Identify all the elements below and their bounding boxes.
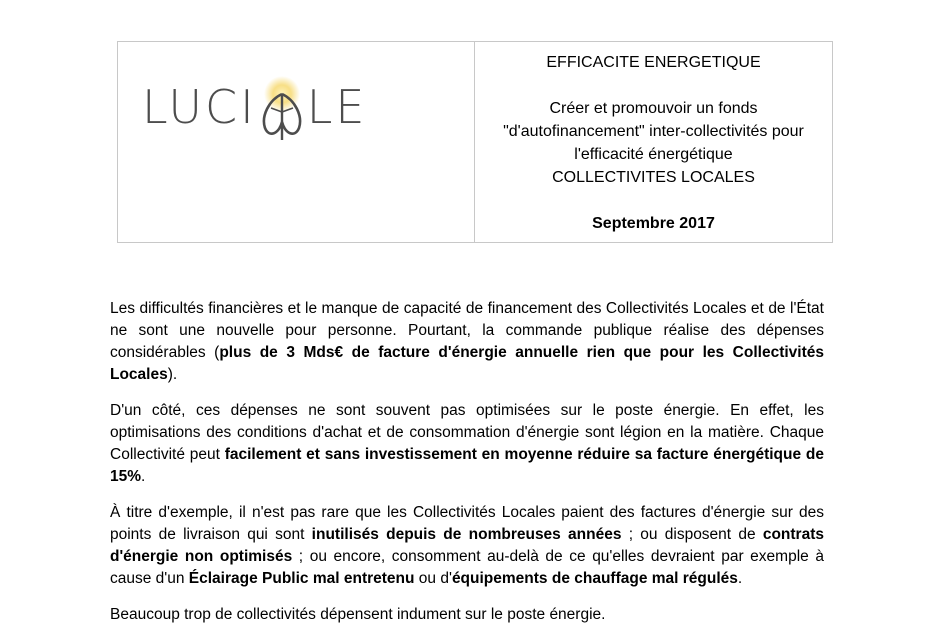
logo-cell xyxy=(118,42,475,242)
paragraph-text: . xyxy=(737,570,743,587)
document-title: EFFICACITE ENERGETIQUE xyxy=(546,54,761,71)
subtitle-line-2: "d'autofinancement" inter-collectivités pour xyxy=(503,123,804,140)
document-body xyxy=(110,298,824,640)
info-cell xyxy=(475,42,832,242)
subtitle-line-3: l'efficacité énergétique xyxy=(574,146,733,163)
paragraph-text: Les difficultés financières et le manque de capacité de financement des Collectivités Locales et de l'État ne sont une nouvelle pour personne. Pourtant, la commande publique réalise des dépenses considérables ( xyxy=(110,300,824,361)
paragraph-emphasis: plus de 3 Mds€ de facture d'énergie annuelle rien que pour les Collectivités Locales xyxy=(110,344,824,383)
paragraph xyxy=(110,502,824,590)
paragraph-emphasis: inutilisés depuis de nombreuses années xyxy=(311,526,622,543)
paragraph xyxy=(110,400,824,488)
logo-text-left: LUCI xyxy=(142,80,257,134)
subtitle-line-1: Créer et promouvoir un fonds xyxy=(549,100,758,117)
paragraph-text: ou d' xyxy=(414,570,452,587)
paragraph xyxy=(110,298,824,386)
document-date: Septembre 2017 xyxy=(592,215,715,232)
subtitle-line-4: COLLECTIVITES LOCALES xyxy=(552,169,755,186)
paragraph-emphasis: contrats d'énergie non optimisés xyxy=(110,526,824,565)
paragraph-text: Beaucoup trop de collectivités dépensent indument sur le poste énergie. xyxy=(110,606,606,623)
paragraph-text: ; ou disposent de xyxy=(621,526,763,543)
paragraph-emphasis: équipements de chauffage mal régulés xyxy=(451,570,738,587)
paragraph-text: À titre d'exemple, il n'est pas rare que les Collectivités Locales paient des factures d'énergie sur des points de livraison qui sont xyxy=(110,504,824,543)
paragraph-text: D'un côté, ces dépenses ne sont souvent pas optimisées sur le poste énergie. En effet, les optimisations des conditions d'achat et de consommation d'énergie sont légion en la matière. Chaque Collectivité peut xyxy=(110,402,824,463)
paragraph-emphasis: Éclairage Public mal entretenu xyxy=(188,570,415,587)
firefly-icon xyxy=(259,64,305,150)
paragraph-text: ). xyxy=(167,366,178,383)
luciole-logo xyxy=(142,64,367,150)
logo-text-right: LE xyxy=(306,80,368,134)
paragraph xyxy=(110,604,824,626)
paragraph-text: . xyxy=(141,468,146,485)
header-table xyxy=(117,41,833,243)
paragraph-emphasis: facilement et sans investissement en moyenne réduire sa facture énergétique de 15% xyxy=(110,446,824,485)
paragraph-text: ; ou encore, consomment au-delà de ce qu'elles devraient par exemple à cause d'un xyxy=(110,548,824,587)
